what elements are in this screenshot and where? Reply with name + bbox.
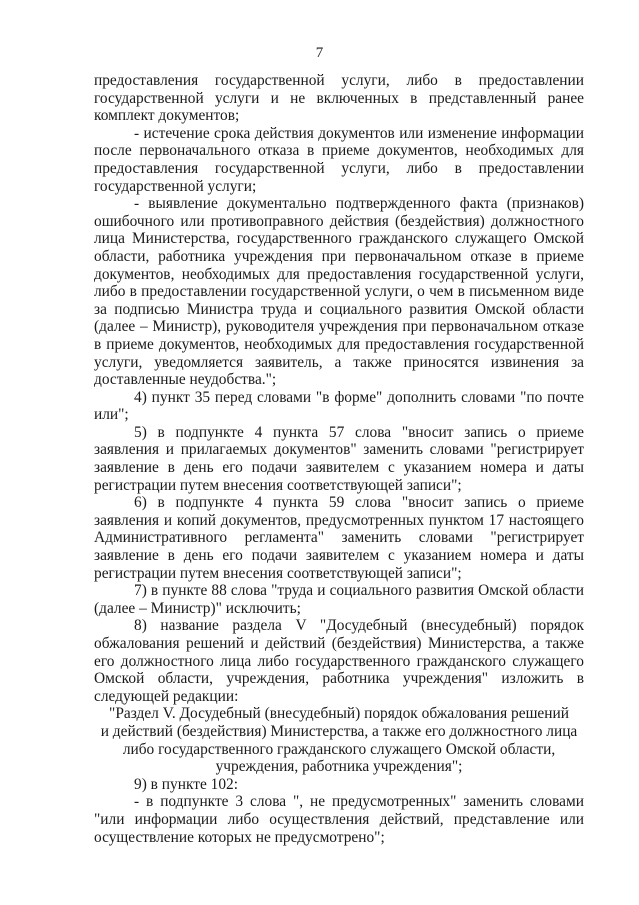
centered-section-heading: [94, 705, 584, 775]
heading-line: "Раздел V. Досудебный (внесудебный) порядок обжалования решений: [109, 705, 569, 723]
paragraph: 6) в подпункте 4 пункта 59 слова "вносит запись о приеме заявления и копий документов, предусмотренных пунктом 17 настоящего Административного регламента" заменить словами "регистрирует заявление в день его подачи заявителем с указанием номера и даты регистрации путем внесения соответствующей записи";: [94, 494, 584, 582]
page-number: 7: [315, 45, 324, 61]
paragraph: 5) в подпункте 4 пункта 57 слова "вносит запись о приеме заявления и прилагаемых документов" заменить словами "регистрирует заявление в день его подачи заявителем с указанием номера и даты регистрации путем внесения соответствующей записи";: [94, 423, 584, 494]
document-body: [94, 72, 584, 846]
paragraph: 4) пункт 35 перед словами "в форме" дополнить словами "по почте или";: [94, 388, 584, 424]
paragraph: 8) название раздела V "Досудебный (внесудебный) порядок обжалования решений и действий (бездействия) Министерства, а также его должностного лица либо государственного гражданского служащего Омской области, учреждения, работника учреждения" изложить в следующей редакции:: [94, 617, 584, 705]
heading-line: учреждения, работника учреждения";: [215, 758, 463, 776]
heading-line: и действий (бездействия) Министерства, а также его должностного лица: [100, 722, 578, 740]
heading-line: либо государственного гражданского служащего Омской области,: [122, 740, 556, 758]
paragraph: - выявление документально подтвержденного факта (признаков) ошибочного или противоправного действия (бездействия) должностного лица Министерства, государственного гражданского служащего Омской области, работника учреждения при первоначальном отказе в приеме документов, необходимых для предоставления государственной услуги, либо в предоставлении государственной услуги, о чем в письменном виде за подписью Министра труда и социального развития Омской области (далее – Министр), руководителя учреждения при первоначальном отказе в приеме документов, необходимых для предоставления государственной услуги, уведомляется заявитель, а также приносятся извинения за доставленные неудобства.";: [94, 195, 584, 389]
paragraph: предоставления государственной услуги, либо в предоставлении государственной услуги и не включенных в представленный ранее комплект документов;: [94, 72, 584, 125]
paragraph: 9) в пункте 102:: [134, 775, 238, 793]
paragraph: 7) в пункте 88 слова "труда и социального развития Омской области (далее – Министр)" исключить;: [94, 582, 584, 617]
paragraph: - истечение срока действия документов или изменение информации после первоначального отказа в приеме документов, необходимых для предоставления государственной услуги, либо в предоставлении государственной услуги;: [94, 124, 584, 195]
paragraph: - в подпункте 3 слова ", не предусмотренных" заменить словами "или информации либо осуществления действий, представление или осуществление которых не предусмотрено";: [94, 793, 584, 846]
